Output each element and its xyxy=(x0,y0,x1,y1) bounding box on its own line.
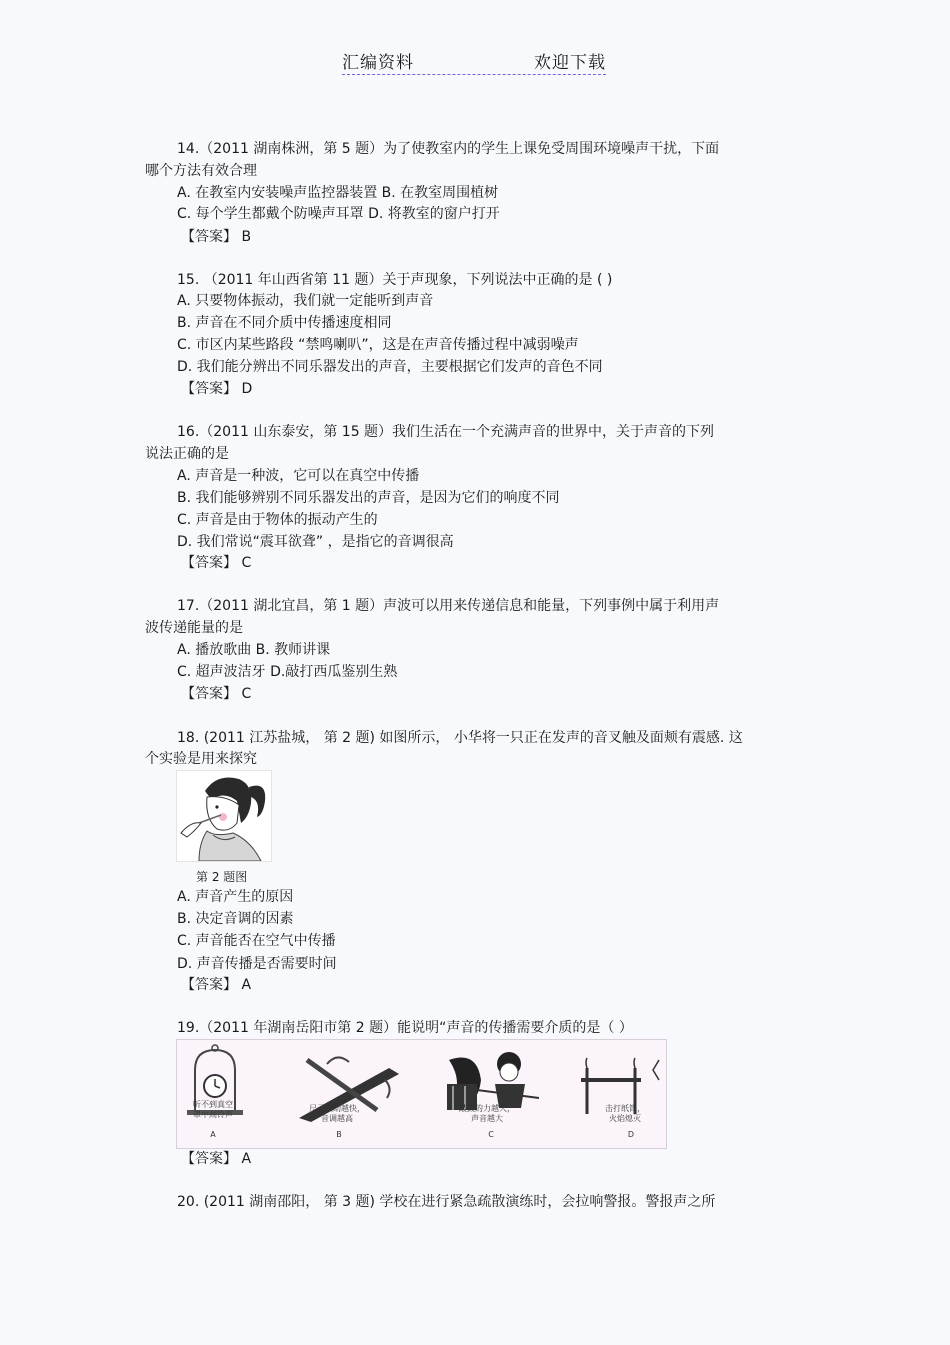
q18-option-c: C. 声音能否在空气中传播 xyxy=(177,933,336,949)
q17-stem-line2: 波传递能量的是 xyxy=(145,620,243,636)
q17-answer: 【答案】 C xyxy=(181,686,252,702)
q17-options-cd: C. 超声波洁牙 D.敲打西瓜鉴别生熟 xyxy=(177,664,398,680)
drum-icon xyxy=(447,1052,539,1110)
q18-answer: 【答案】 A xyxy=(181,977,252,993)
q19-answer: 【答案】 A xyxy=(181,1151,252,1167)
q19-stem: 19.（2011 年湖南岳阳市第 2 题）能说明“声音的传播需要介质的是（ ） xyxy=(177,1020,633,1036)
q15-option-a: A. 只要物体振动，我们就一定能听到声音 xyxy=(177,293,434,309)
q17-stem-line1: 17.（2011 湖北宜昌，第 1 题）声波可以用来传递信息和能量，下列事例中属于利用声 xyxy=(177,598,720,614)
q15-answer: 【答案】 D xyxy=(181,381,253,397)
q19-fig-label-c: C xyxy=(488,1130,494,1139)
q18-stem-line1: 18. (2011 江苏盐城， 第 2 题) 如图所示， 小华将一只正在发声的音叉触及面颊有震感. 这 xyxy=(177,730,743,746)
q18-figure-caption: 第 2 题图 xyxy=(196,870,248,884)
q16-option-b: B. 我们能够辨别不同乐器发出的声音，是因为它们的响度不同 xyxy=(177,490,560,506)
page-header xyxy=(342,48,606,75)
q15-option-d: D. 我们能分辨出不同乐器发出的声音，主要根据它们发声的音色不同 xyxy=(177,359,603,375)
girl-illustration-icon xyxy=(177,771,271,861)
q19-fig-c-caption: 敲鼓的力越大， 声音越大 xyxy=(459,1104,515,1123)
q16-stem-line1: 16.（2011 山东泰安，第 15 题）我们生活在一个充满声音的世界中，关于声音的下列 xyxy=(177,424,715,440)
q17-options-ab: A. 播放歌曲 B. 教师讲课 xyxy=(177,642,331,658)
q18-option-d: D. 声音传播是否需要时间 xyxy=(177,956,337,972)
q18-option-a: A. 声音产生的原因 xyxy=(177,889,294,905)
q18-stem-line2: 个实验是用来探究 xyxy=(145,751,257,767)
q14-stem-line2: 哪个方法有效合理 xyxy=(145,163,257,179)
q19-fig-d-caption: 击打纸筒， 火焰熄灭 xyxy=(605,1104,645,1123)
q14-stem-line1: 14.（2011 湖南株洲，第 5 题）为了使教室内的学生上课免受周围环境噪声干扰，下面 xyxy=(177,141,720,157)
q14-answer: 【答案】 B xyxy=(181,229,252,245)
q19-fig-label-b: B xyxy=(336,1130,342,1139)
q20-stem: 20. (2011 湖南邵阳， 第 3 题) 学校在进行紧急疏散演练时，会拉响警报。警报声之所 xyxy=(177,1194,716,1210)
q16-option-d: D. 我们常说“震耳欲聋” ，是指它的音调很高 xyxy=(177,534,454,550)
q19-fig-label-a: A xyxy=(210,1130,216,1139)
q16-stem-line2: 说法正确的是 xyxy=(145,446,229,462)
q18-option-b: B. 决定音调的因素 xyxy=(177,911,294,927)
q19-illustrations-icon xyxy=(177,1040,666,1148)
q15-option-b: B. 声音在不同介质中传播速度相同 xyxy=(177,315,392,331)
q16-option-a: A. 声音是一种波，它可以在真空中传播 xyxy=(177,468,420,484)
q14-options-ab: A. 在教室内安装噪声监控器装置 B. 在教室周围植树 xyxy=(177,185,499,201)
q16-answer: 【答案】 C xyxy=(181,555,252,571)
q15-option-c: C. 市区内某些路段 “禁鸣喇叭”，这是在声音传播过程中减弱噪声 xyxy=(177,337,579,353)
header-right: 欢迎下载 xyxy=(534,53,606,73)
q15-stem: 15. （2011 年山西省第 11 题）关于声现象，下列说法中正确的是 ( ) xyxy=(177,272,613,288)
q19-options-figure xyxy=(176,1039,667,1149)
girl-tuning-fork-figure xyxy=(176,770,272,862)
q19-fig-b-caption: 尺子振动越快， 音调越高 xyxy=(309,1104,365,1123)
q16-option-c: C. 声音是由于物体的振动产生的 xyxy=(177,512,378,528)
q19-fig-a-caption: 听不到真空 罩中闹铃声 xyxy=(193,1100,233,1119)
header-left: 汇编资料 xyxy=(342,53,414,73)
q14-options-cd: C. 每个学生都戴个防噪声耳罩 D. 将教室的窗户打开 xyxy=(177,206,500,222)
q19-fig-label-d: D xyxy=(627,1130,635,1139)
